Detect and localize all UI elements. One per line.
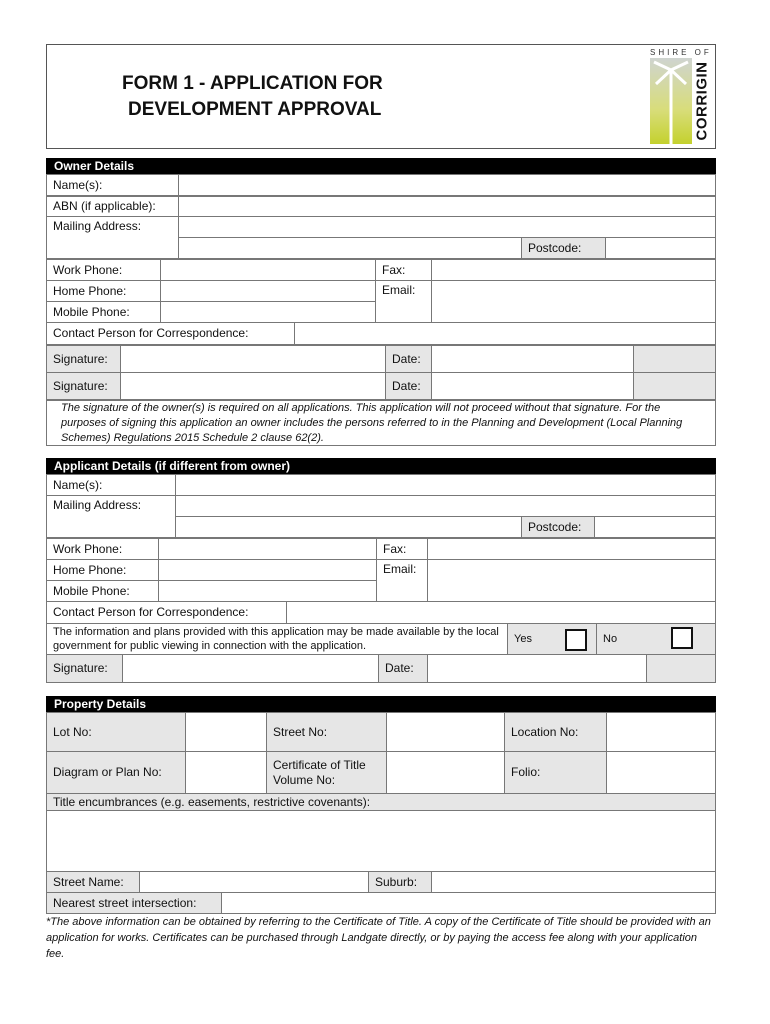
applicant-signature-label: Signature: — [46, 654, 123, 683]
applicant-email-field[interactable] — [427, 559, 716, 602]
owner-postcode-label: Postcode: — [521, 237, 606, 259]
applicant-fax-label: Fax: — [376, 538, 428, 560]
applicant-date-field[interactable] — [427, 654, 647, 683]
lot-no-label: Lot No: — [46, 712, 186, 752]
logo-corrigin-text: CORRIGIN — [693, 61, 711, 141]
owner-home-phone-field[interactable] — [160, 280, 376, 302]
owner-date-label-2: Date: — [385, 372, 432, 400]
diagram-plan-field[interactable] — [185, 751, 267, 794]
diagram-plan-label: Diagram or Plan No: — [46, 751, 186, 794]
owner-mobile-phone-label: Mobile Phone: — [46, 301, 161, 323]
applicant-home-phone-field[interactable] — [158, 559, 377, 581]
owner-sig-spare-2 — [633, 372, 716, 400]
form-header — [46, 44, 716, 149]
applicant-date-label: Date: — [378, 654, 428, 683]
encumbrances-field[interactable] — [46, 810, 716, 872]
owner-signature-note: The signature of the owner(s) is required on all applications. This application will not proceed without that signature. For the purposes of signing this application an owner includes the persons referred to in the Planning and Development (Local Planning Schemes) Regulations 2015 Schedule 2 clause 62(2). — [46, 400, 716, 446]
applicant-contact-field[interactable] — [286, 601, 716, 624]
nearest-intersection-field[interactable] — [221, 892, 716, 914]
owner-work-phone-label: Work Phone: — [46, 259, 161, 281]
applicant-names-label: Name(s): — [46, 474, 176, 496]
lot-no-field[interactable] — [185, 712, 267, 752]
applicant-mailing-field-1[interactable] — [175, 495, 716, 517]
street-no-field[interactable] — [386, 712, 505, 752]
consent-no-checkbox[interactable] — [671, 627, 693, 649]
owner-fax-field[interactable] — [431, 259, 716, 281]
consent-no-label: No — [603, 632, 618, 645]
owner-signature-label-2: Signature: — [46, 372, 121, 400]
consent-no-cell — [596, 623, 716, 655]
encumbrances-label: Title encumbrances (e.g. easements, restrictive covenants): — [46, 793, 716, 811]
owner-abn-label: ABN (if applicable): — [46, 196, 179, 217]
street-name-field[interactable] — [139, 871, 369, 893]
location-no-label: Location No: — [504, 712, 607, 752]
applicant-signature-field[interactable] — [122, 654, 379, 683]
applicant-mailing-label: Mailing Address: — [46, 495, 176, 538]
applicant-section-heading: Applicant Details (if different from owner) — [46, 458, 716, 474]
owner-names-label: Name(s): — [46, 174, 179, 196]
windmill-image — [650, 58, 692, 144]
folio-field[interactable] — [606, 751, 716, 794]
location-no-field[interactable] — [606, 712, 716, 752]
owner-mailing-label: Mailing Address: — [46, 216, 179, 259]
applicant-email-label: Email: — [376, 559, 428, 602]
owner-work-phone-field[interactable] — [160, 259, 376, 281]
owner-home-phone-label: Home Phone: — [46, 280, 161, 302]
applicant-consent-text: The information and plans provided with this application may be made available by the local government for public viewing in connection with the application. — [46, 623, 508, 655]
owner-email-field[interactable] — [431, 280, 716, 323]
street-name-label: Street Name: — [46, 871, 140, 893]
owner-fax-label: Fax: — [375, 259, 432, 281]
applicant-postcode-field[interactable] — [594, 516, 716, 538]
owner-mailing-field-1[interactable] — [178, 216, 716, 238]
applicant-work-phone-label: Work Phone: — [46, 538, 159, 560]
applicant-home-phone-label: Home Phone: — [46, 559, 159, 581]
applicant-mobile-phone-label: Mobile Phone: — [46, 580, 159, 602]
applicant-fax-field[interactable] — [427, 538, 716, 560]
owner-names-field[interactable] — [178, 174, 716, 196]
owner-date-label-1: Date: — [385, 345, 432, 373]
suburb-label: Suburb: — [368, 871, 432, 893]
applicant-mailing-field-2[interactable] — [175, 516, 522, 538]
consent-yes-checkbox[interactable] — [565, 629, 587, 651]
applicant-contact-label: Contact Person for Correspondence: — [46, 601, 287, 624]
owner-signature-field-1[interactable] — [120, 345, 386, 373]
owner-date-field-2[interactable] — [431, 372, 634, 400]
applicant-mobile-phone-field[interactable] — [158, 580, 377, 602]
owner-sig-spare-1 — [633, 345, 716, 373]
form-title-line1: FORM 1 - APPLICATION FOR — [122, 73, 383, 94]
owner-section-heading: Owner Details — [46, 158, 716, 174]
owner-contact-field[interactable] — [294, 322, 716, 345]
suburb-field[interactable] — [431, 871, 716, 893]
owner-mobile-phone-field[interactable] — [160, 301, 376, 323]
applicant-names-field[interactable] — [175, 474, 716, 496]
folio-label: Folio: — [504, 751, 607, 794]
cert-title-label: Certificate of Title Volume No: — [266, 751, 387, 794]
owner-abn-field[interactable] — [178, 196, 716, 217]
property-section-heading: Property Details — [46, 696, 716, 712]
logo-shire-text: SHIRE OF — [650, 48, 712, 57]
nearest-intersection-label: Nearest street intersection: — [46, 892, 222, 914]
cert-title-field[interactable] — [386, 751, 505, 794]
owner-signature-label-1: Signature: — [46, 345, 121, 373]
street-no-label: Street No: — [266, 712, 387, 752]
owner-contact-label: Contact Person for Correspondence: — [46, 322, 295, 345]
owner-postcode-field[interactable] — [605, 237, 716, 259]
owner-email-label: Email: — [375, 280, 432, 323]
applicant-sig-spare — [646, 654, 716, 683]
footnote: *The above information can be obtained by referring to the Certificate of Title. A copy of the Certificate of Title should be provided with an application for works. Certificates can be purchased through Landgate directly, or by paying the access fee along with your application fee. — [46, 916, 711, 960]
owner-mailing-field-2[interactable] — [178, 237, 522, 259]
consent-yes-label: Yes — [514, 632, 532, 645]
owner-date-field-1[interactable] — [431, 345, 634, 373]
applicant-work-phone-field[interactable] — [158, 538, 377, 560]
shire-logo — [650, 48, 712, 144]
owner-signature-field-2[interactable] — [120, 372, 386, 400]
form-title-line2: DEVELOPMENT APPROVAL — [128, 99, 382, 120]
applicant-postcode-label: Postcode: — [521, 516, 595, 538]
